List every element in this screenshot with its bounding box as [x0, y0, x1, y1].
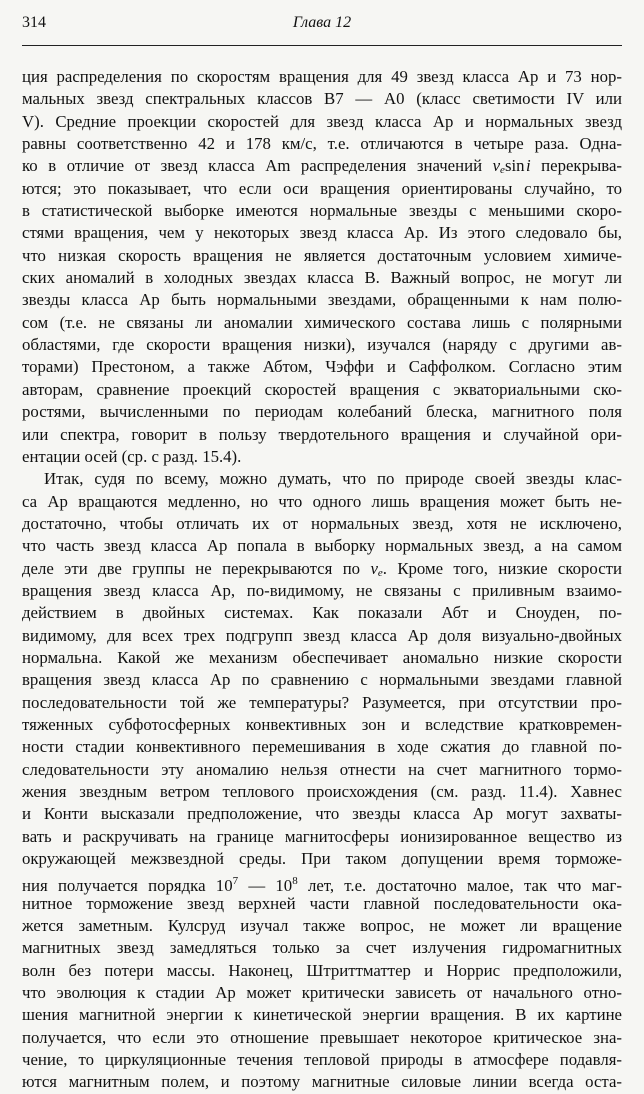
text-line: Итак, судя по всему, можно думать, что по природе своей звезды клас-	[44, 469, 622, 489]
text-line: ются магнитным полем, и поэтому магнитные силовые линии всегда оста-	[22, 1072, 622, 1092]
math-exponent: 8	[292, 875, 298, 888]
text-line: стями вращения, чем у некоторых звезд класса Ар. Из этого следовало бы,	[22, 223, 622, 243]
paragraph-1	[22, 66, 622, 468]
text-line: следовательности эту аномалию нельзя отнести на счет магнитного тормо-	[22, 759, 622, 779]
text-line: ния получается порядка $10^7$ — $10^8$ лет, т.е. достаточно малое, так что маг-	[22, 875, 622, 896]
text-line: мальных звезд спектральных классов В7 — А0 (класс светимости IV или	[22, 89, 622, 109]
text-line: деле эти две группы не перекрываются по ve. Кроме того, низкие скорости	[22, 558, 622, 579]
text-line: ности стадии конвективного перемешивания в ходе сжатия до главной по-	[22, 737, 622, 757]
math-function: sin	[504, 156, 525, 176]
text-line: ентации осей (ср. с разд. 15.4).	[22, 446, 242, 466]
text-line: ция распределения по скоростям вращения для 49 звезд класса Ар и 73 нор-	[22, 67, 622, 86]
text-line: нитное торможение звезд верхней части главной последовательности ока-	[22, 893, 622, 913]
text-line: жения звездным ветром теплового происхождения (см. разд. 11.4). Хавнес	[22, 782, 622, 801]
text-line: магнитных звезд замедляться только за счет излучения гидромагнитных	[22, 938, 622, 958]
text-line: достаточно, чтобы отличать их от нормальных звезд, хотя не исключено,	[22, 513, 622, 533]
text-line: ко в отличие от звезд класса Am распределения значений vesin i перекрыва-	[22, 156, 622, 177]
paragraph-2	[22, 468, 622, 1094]
text-line: авторам, сравнение проекций скоростей вращения с экваториальными ско-	[22, 379, 622, 399]
text-line: и Конти высказали предположение, что звезды класса Ар могут захваты-	[22, 804, 622, 824]
header-rule	[22, 45, 622, 46]
text-line: тяженных субфотосферных конвективных зон и вследствие кратковремен-	[22, 714, 622, 734]
text-line: V). Средние проекции скоростей для звезд класса Ар и нормальных звезд	[22, 111, 622, 131]
text-line: ских аномалий в холодных звездах класса В. Важный вопрос, не могут ли	[22, 268, 622, 288]
text-line: равны соответственно 42 и 178 км/с, т.е. отличаются в четыре раза. Одна-	[22, 134, 622, 154]
text-line: получается, что если это отношение превышает некоторое критическое зна-	[22, 1027, 622, 1047]
text-line: областями, где скорости вращения низки), изучался (наряду с другими ав-	[22, 335, 622, 355]
text-line: ростями, вычисленными по периодам колебаний блеска, магнитного поля	[22, 402, 622, 422]
text-line: вать и раскручивать на границе магнитосферы ионизированное вещество из	[22, 826, 622, 846]
text-line: са Ар вращаются медленно, но что одного лишь вращения может быть не-	[22, 491, 622, 511]
math-subscript: e	[377, 566, 383, 579]
math-variable: i	[525, 156, 531, 176]
text-line: чение, то циркуляционные течения тепловой природы в атмосфере подавля-	[22, 1050, 622, 1070]
page-header	[22, 8, 622, 34]
text-line: что низкая скорость вращения не является достаточным условием химиче-	[22, 245, 622, 265]
math-variable: v	[370, 558, 378, 578]
text-line: видимому, для всех трех подгрупп звезд класса Ар доля визуально-двойных	[22, 625, 622, 645]
text-line: окружающей межзвездной среды. При таком допущении время торможе-	[22, 849, 622, 869]
body-text	[22, 66, 622, 1094]
text-line: сом (т.е. не связаны ли аномалии химического состава лишь с полярными	[22, 312, 622, 332]
text-line: в статистической выборке имеются нормальные звезды с меньшими скоро-	[22, 201, 622, 221]
text-line: ются; это показывает, что если оси вращения ориентированы случайно, то	[22, 178, 622, 198]
text-line: звезды класса Ар быть нормальными звездами, обращенными к нам полю-	[22, 290, 622, 310]
text-line: что эволюция к стадии Ар может критически зависеть от начального отно-	[22, 983, 622, 1003]
math-variable: v	[492, 156, 501, 176]
text-line: волн без потери массы. Наконец, Штриттматтер и Норрис предположили,	[22, 960, 622, 980]
text-line: что часть звезд класса Ар попала в выборку нормальных звезд, а на самом	[22, 536, 622, 556]
text-line: торами) Престоном, а также Абтом, Чэффи и Саффолком. Согласно этим	[22, 357, 622, 377]
text-line: или спектра, говорит в пользу твердотельного вращения и случайной ори-	[22, 424, 622, 444]
text-line: последовательности той же температуры? Разумеется, при отсутствии про-	[22, 692, 622, 712]
text-line: действием в двойных системах. Как показали Абт и Сноуден, по-	[22, 603, 622, 623]
text-line: шения магнитной энергии к кинетической энергии вращения. В их картине	[22, 1005, 622, 1025]
text-line: вращения звезд класса Ар по сравнению с нормальными звездами главной	[22, 670, 622, 690]
math-exponent: 7	[232, 875, 239, 888]
math-subscript: e	[500, 164, 505, 177]
page-number: 314	[22, 14, 46, 31]
text-line: нормальна. Какой же механизм обеспечивает аномально низкие скорости	[22, 647, 622, 667]
text-line: вращения звезд класса Ар, по-видимому, не связаны с приливным взаимо-	[22, 580, 622, 600]
text-line: жется заметным. Кулсруд изучал также вопрос, не может ли вращение	[22, 916, 622, 936]
chapter-title: Глава 12	[292, 14, 352, 31]
